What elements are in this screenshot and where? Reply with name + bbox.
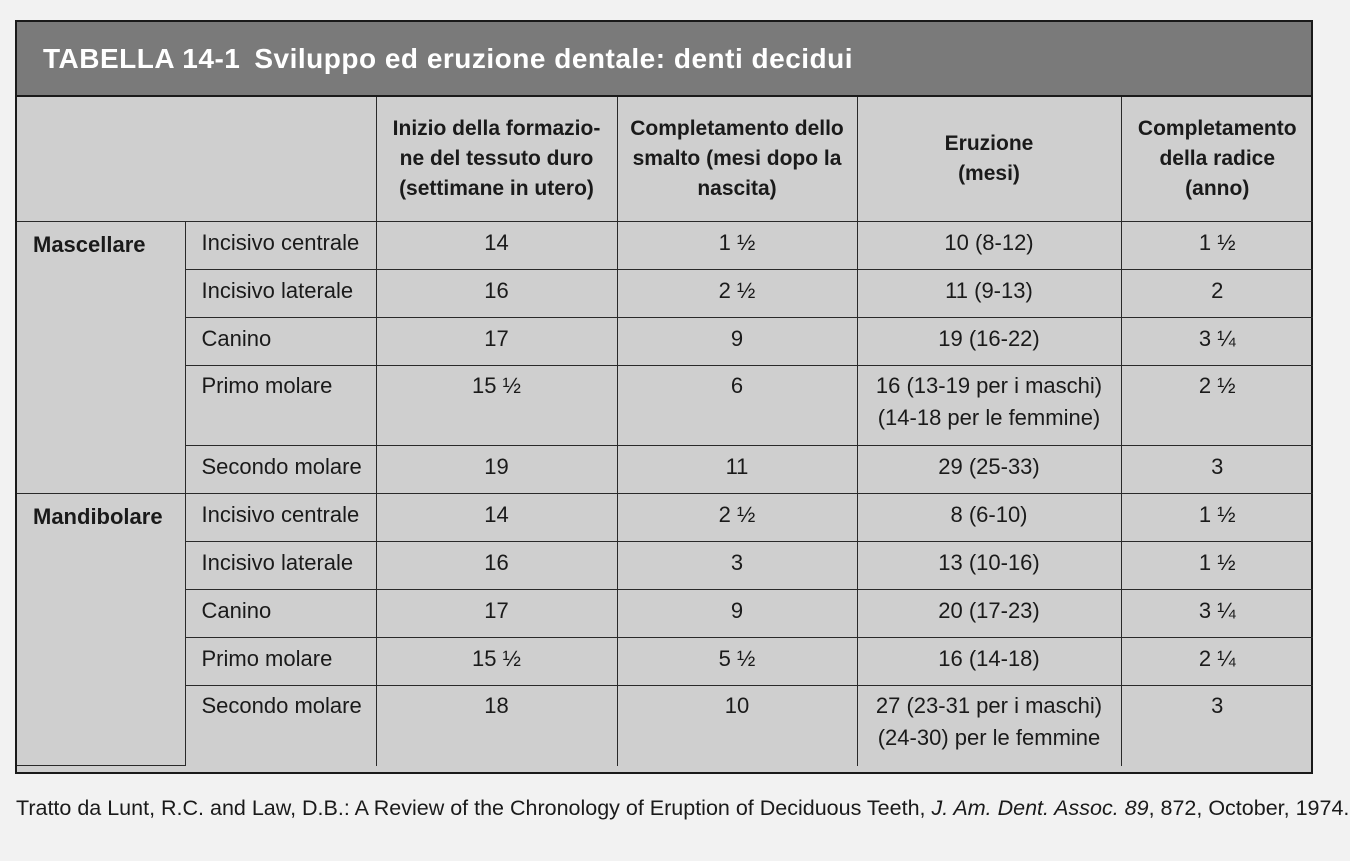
table-row [17, 446, 1313, 494]
table-row [17, 270, 1313, 318]
tooth-name: Canino [185, 590, 376, 638]
eruption-value: 20 (17-23) [857, 590, 1121, 638]
enamel-value: 6 [617, 366, 857, 446]
eruption-value: 19 (16-22) [857, 318, 1121, 366]
dental-table [15, 20, 1313, 774]
enamel-value: 5 ½ [617, 638, 857, 686]
formation-value: 15 ½ [376, 638, 617, 686]
table-row [17, 366, 1313, 446]
enamel-value: 11 [617, 446, 857, 494]
header-formation-line: Inizio della formazio- [392, 117, 601, 140]
header-root-line: Completamento [1137, 117, 1297, 140]
header-eruption-line: (mesi) [958, 162, 1020, 185]
eruption-value: 16 (14-18) [857, 638, 1121, 686]
header-root-line: (anno) [1185, 177, 1250, 200]
tooth-name: Primo molare [185, 366, 376, 446]
table-title [17, 22, 1311, 97]
tooth-name: Secondo molare [185, 686, 376, 766]
eruption-line: 27 (23-31 per i maschi) [875, 693, 1103, 718]
formation-value: 14 [376, 222, 617, 270]
root-value: 3 [1121, 686, 1313, 766]
root-value: 3 [1121, 446, 1313, 494]
eruption-line: (14-18 per le femmine) [877, 405, 1101, 430]
header-enamel-line: smalto (mesi dopo la [632, 147, 842, 170]
root-value: 1 ½ [1121, 494, 1313, 542]
root-value: 2 ¼ [1121, 638, 1313, 686]
header-eruption [857, 97, 1121, 222]
formation-value: 17 [376, 318, 617, 366]
enamel-value: 9 [617, 318, 857, 366]
data-table [17, 97, 1313, 766]
header-root [1121, 97, 1313, 222]
eruption-line: (24-30) per le femmine [877, 725, 1101, 750]
header-empty [17, 97, 376, 222]
group-label-mandibolare: Mandibolare [17, 494, 185, 766]
eruption-value: 11 (9-13) [857, 270, 1121, 318]
tooth-name: Canino [185, 318, 376, 366]
header-formation-line: ne del tessuto duro [399, 147, 594, 170]
header-formation-line: (settimane in utero) [399, 177, 594, 200]
enamel-value: 2 ½ [617, 270, 857, 318]
tooth-name: Incisivo centrale [185, 494, 376, 542]
source-caption [16, 796, 1349, 821]
tooth-name: Incisivo laterale [185, 270, 376, 318]
table-row [17, 542, 1313, 590]
table-row [17, 590, 1313, 638]
eruption-value: 8 (6-10) [857, 494, 1121, 542]
formation-value: 19 [376, 446, 617, 494]
formation-value: 16 [376, 270, 617, 318]
enamel-value: 9 [617, 590, 857, 638]
root-value: 1 ½ [1121, 542, 1313, 590]
root-value: 1 ½ [1121, 222, 1313, 270]
root-value: 2 ½ [1121, 366, 1313, 446]
header-enamel [617, 97, 857, 222]
eruption-value: 10 (8-12) [857, 222, 1121, 270]
table-row [17, 318, 1313, 366]
header-enamel-line: nascita) [697, 177, 777, 200]
tooth-name: Secondo molare [185, 446, 376, 494]
caption-journal: J. Am. Dent. Assoc. 89 [931, 796, 1149, 820]
enamel-value: 1 ½ [617, 222, 857, 270]
enamel-value: 10 [617, 686, 857, 766]
eruption-value [857, 366, 1121, 446]
root-value: 3 ¼ [1121, 318, 1313, 366]
eruption-line: 16 (13-19 per i maschi) [875, 373, 1103, 398]
table-row [17, 686, 1313, 766]
formation-value: 17 [376, 590, 617, 638]
enamel-value: 2 ½ [617, 494, 857, 542]
eruption-value: 13 (10-16) [857, 542, 1121, 590]
eruption-value [857, 686, 1121, 766]
formation-value: 16 [376, 542, 617, 590]
root-value: 2 [1121, 270, 1313, 318]
header-enamel-line: Completamento dello [630, 117, 844, 140]
table-row [17, 222, 1313, 270]
table-row [17, 638, 1313, 686]
formation-value: 18 [376, 686, 617, 766]
caption-suffix: , 872, October, 1974. [1148, 796, 1350, 820]
table-number: TABELLA 14-1 [43, 42, 241, 74]
table-row [17, 494, 1313, 542]
group-label-mascellare: Mascellare [17, 222, 185, 494]
root-value: 3 ¼ [1121, 590, 1313, 638]
eruption-value: 29 (25-33) [857, 446, 1121, 494]
header-root-line: della radice [1159, 147, 1276, 170]
header-eruption-line: Eruzione [944, 132, 1034, 155]
tooth-name: Primo molare [185, 638, 376, 686]
enamel-value: 3 [617, 542, 857, 590]
header-formation [376, 97, 617, 222]
header-row [17, 97, 1313, 222]
caption-prefix: Tratto da Lunt, R.C. and Law, D.B.: A Review of the Chronology of Eruption of Deciduous Teeth, [16, 796, 932, 820]
tooth-name: Incisivo laterale [185, 542, 376, 590]
formation-value: 14 [376, 494, 617, 542]
table-title-text: Sviluppo ed eruzione dentale: denti decidui [254, 42, 854, 74]
formation-value: 15 ½ [376, 366, 617, 446]
tooth-name: Incisivo centrale [185, 222, 376, 270]
